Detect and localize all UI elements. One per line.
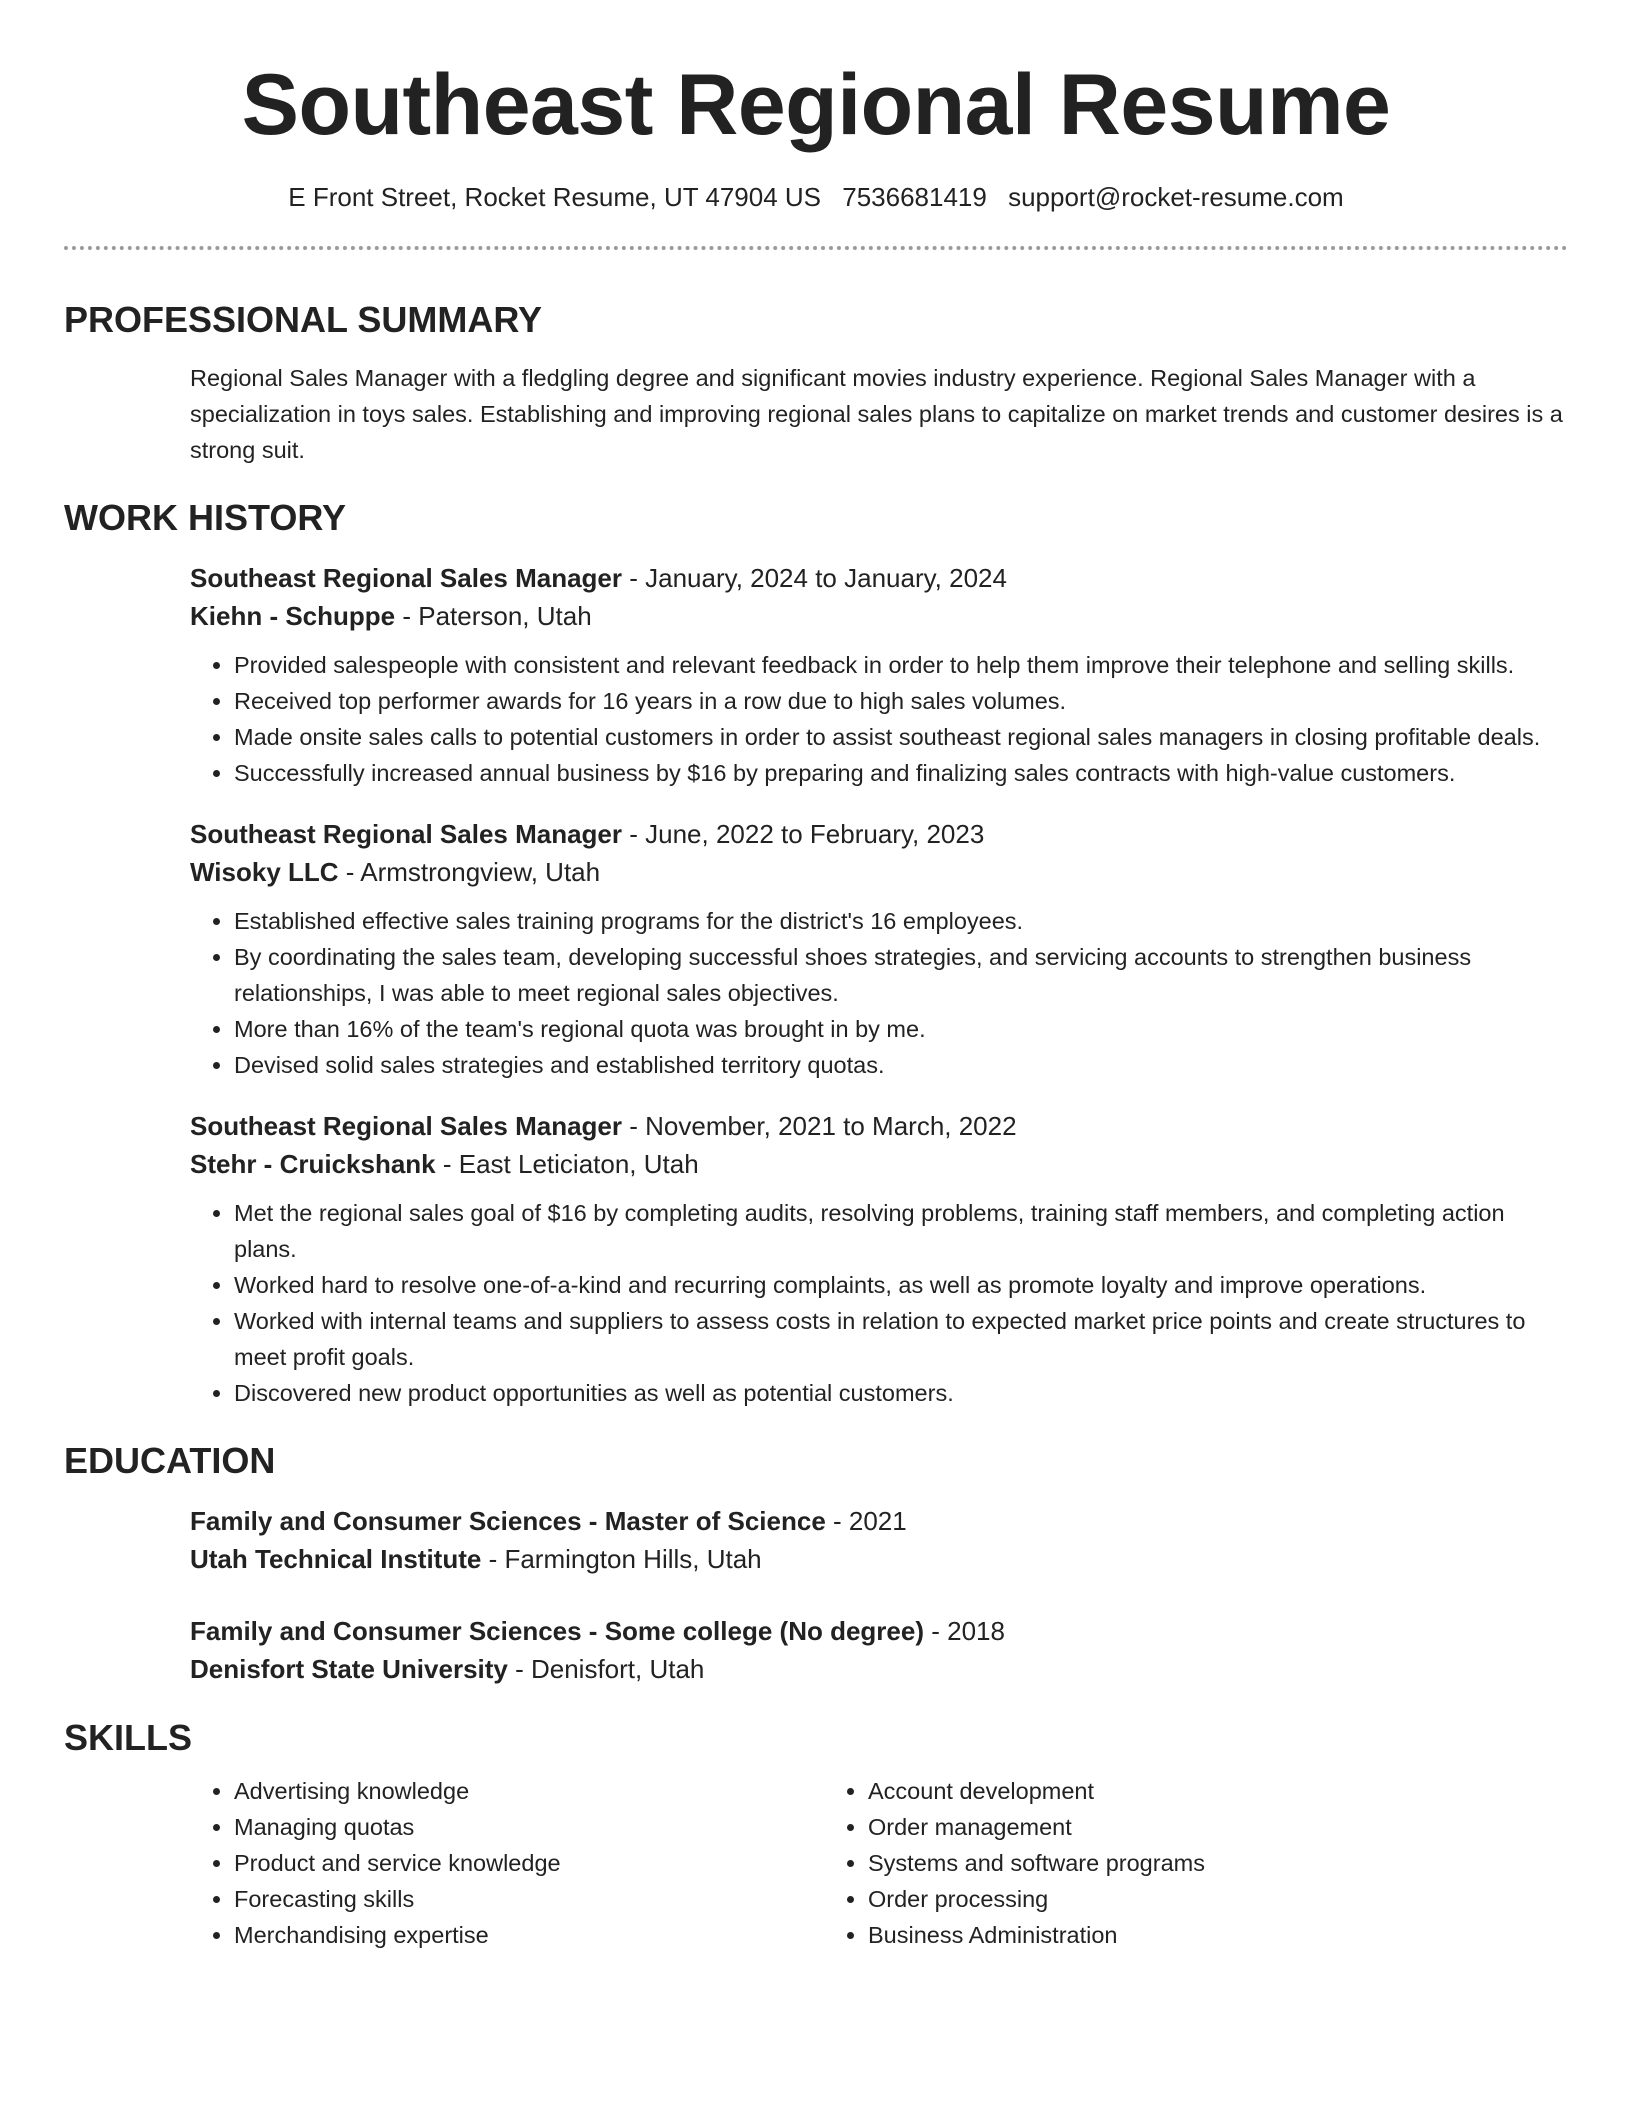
job-company: Kiehn - Schuppe	[190, 600, 396, 631]
skill-item: • Managing quotas	[234, 1809, 824, 1845]
skills-heading: SKILLS	[64, 1716, 193, 1758]
skill-item: • Account development	[868, 1773, 1458, 1809]
skills-columns	[190, 1773, 1568, 1953]
job-company: Stehr - Cruickshank	[190, 1148, 436, 1179]
education-school: Denisfort State University	[190, 1653, 508, 1684]
job-bullet: • Devised solid sales strategies and established territory quotas.	[234, 1047, 1568, 1083]
job-bullet: • By coordinating the sales team, developing successful shoes strategies, and servicing accounts to strengthen business relationships, I was able to meet regional sales objectives.	[234, 939, 1568, 1011]
job-title: Southeast Regional Sales Manager	[190, 818, 623, 849]
header-divider	[64, 246, 1568, 250]
education-degree: Family and Consumer Sciences - Some college (No degree)	[190, 1615, 924, 1646]
education-school: Utah Technical Institute	[190, 1543, 482, 1574]
skill-item: • Order processing	[868, 1881, 1458, 1917]
job-location: - East Leticiaton, Utah	[435, 1148, 699, 1179]
education-list	[190, 1502, 1568, 1688]
education-heading: EDUCATION	[64, 1439, 276, 1481]
summary-text: Regional Sales Manager with a fledgling degree and significant movies industry experience. Regional Sales Manager with a specialization in toys sales. Establishing and improving regional sales plans to capitalize on market trends and customer desires is a strong suit.	[190, 364, 1563, 463]
job-bullet: • Provided salespeople with consistent and relevant feedback in order to help them improve their telephone and selling skills.	[234, 647, 1568, 683]
education-entry	[190, 1612, 1568, 1688]
skill-item: • Advertising knowledge	[234, 1773, 824, 1809]
job-entry	[190, 815, 1568, 1083]
job-bullet: • Received top performer awards for 16 years in a row due to high sales volumes.	[234, 683, 1568, 719]
job-bullet: • Worked hard to resolve one-of-a-kind and recurring complaints, as well as promote loyalty and improve operations.	[234, 1267, 1568, 1303]
job-dates: - November, 2021 to March, 2022	[622, 1110, 1017, 1141]
job-title: Southeast Regional Sales Manager	[190, 562, 623, 593]
education-year: - 2018	[924, 1615, 1005, 1646]
job-bullet: • Met the regional sales goal of $16 by completing audits, resolving problems, training staff members, and completing action plans.	[234, 1195, 1568, 1267]
education-year: - 2021	[825, 1505, 907, 1536]
job-bullet: • Made onsite sales calls to potential customers in order to assist southeast regional sales managers in closing profitable deals.	[234, 719, 1568, 755]
job-bullets	[190, 647, 1568, 791]
education-location: - Farmington Hills, Utah	[481, 1543, 762, 1574]
skill-item: • Systems and software programs	[868, 1845, 1458, 1881]
job-entry	[190, 1107, 1568, 1411]
job-location: - Armstrongview, Utah	[338, 856, 601, 887]
work-section	[64, 496, 1568, 1411]
skill-item: • Forecasting skills	[234, 1881, 824, 1917]
contact-line	[64, 181, 1568, 215]
skills-right-list	[824, 1773, 1458, 1953]
skill-item: • Product and service knowledge	[234, 1845, 824, 1881]
summary-section	[64, 298, 1568, 467]
education-section	[64, 1439, 1568, 1688]
skill-item: • Order management	[868, 1809, 1458, 1845]
skills-section	[64, 1716, 1568, 1953]
job-entry	[190, 559, 1568, 791]
job-dates: - January, 2024 to January, 2024	[622, 562, 1007, 593]
job-location: - Paterson, Utah	[395, 600, 592, 631]
job-dates: - June, 2022 to February, 2023	[622, 818, 985, 849]
education-entry	[190, 1502, 1568, 1578]
job-bullets	[190, 1195, 1568, 1411]
job-bullet: • Worked with internal teams and suppliers to assess costs in relation to expected market price points and create structures to meet profit goals.	[234, 1303, 1568, 1375]
job-bullet: • Established effective sales training programs for the district's 16 employees.	[234, 903, 1568, 939]
job-bullet: • Discovered new product opportunities as well as potential customers.	[234, 1375, 1568, 1411]
contact-phone: 7536681419	[842, 181, 987, 212]
work-heading: WORK HISTORY	[64, 496, 347, 538]
skill-item: • Business Administration	[868, 1917, 1458, 1953]
job-title: Southeast Regional Sales Manager	[190, 1110, 623, 1141]
education-location: - Denisfort, Utah	[507, 1653, 705, 1684]
education-degree: Family and Consumer Sciences - Master of Science	[190, 1505, 826, 1536]
contact-email: support@rocket-resume.com	[1008, 181, 1344, 212]
work-list	[190, 559, 1568, 1411]
skills-left-list	[190, 1773, 824, 1953]
job-bullet: • Successfully increased annual business by $16 by preparing and finalizing sales contracts with high-value customers.	[234, 755, 1568, 791]
skill-item: • Merchandising expertise	[234, 1917, 824, 1953]
job-bullets	[190, 903, 1568, 1083]
job-company: Wisoky LLC	[190, 856, 339, 887]
job-bullet: • More than 16% of the team's regional quota was brought in by me.	[234, 1011, 1568, 1047]
resume-name: Southeast Regional Resume	[241, 57, 1391, 153]
summary-heading: PROFESSIONAL SUMMARY	[64, 299, 543, 341]
contact-address: E Front Street, Rocket Resume, UT 47904 US	[288, 181, 822, 212]
